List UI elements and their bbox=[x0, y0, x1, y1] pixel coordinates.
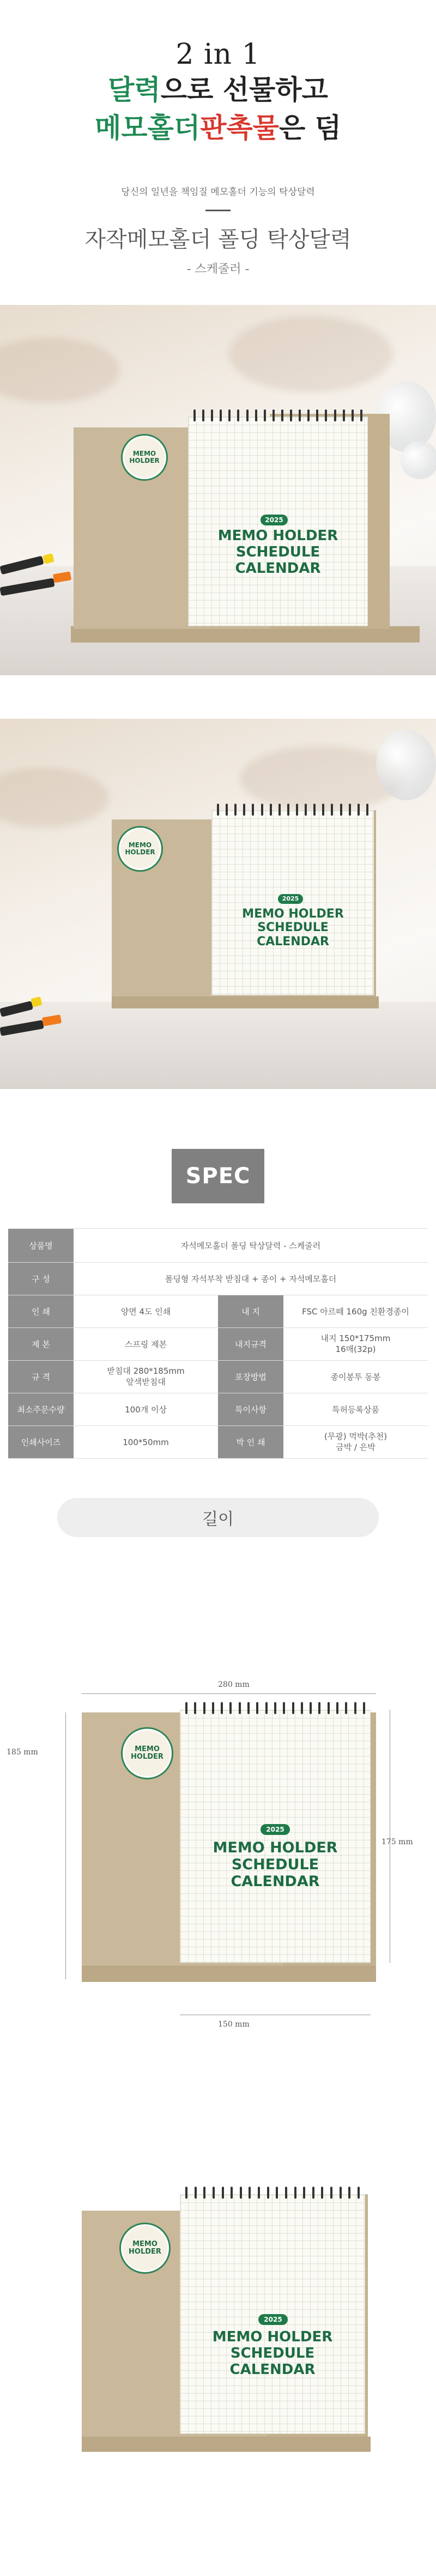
width-label: 280 mm bbox=[218, 1680, 250, 1689]
memo-holder-badge: MEMO HOLDER bbox=[123, 436, 166, 479]
spiral-binding bbox=[185, 2187, 360, 2199]
spec-label: 인 쇄 bbox=[8, 1295, 74, 1328]
spec-value: 100개 이상 bbox=[74, 1393, 218, 1426]
spec-section bbox=[0, 1089, 436, 1644]
memo-holder-badge: MEMO HOLDER bbox=[119, 828, 161, 870]
height-dimension-line-left bbox=[65, 1712, 66, 1979]
spec-value: 100*50mm bbox=[74, 1426, 218, 1459]
hero-section bbox=[0, 0, 436, 305]
product-subtitle: - 스케줄러 - bbox=[186, 262, 250, 276]
spiral-binding bbox=[185, 1702, 365, 1714]
spec-label: 내 지 bbox=[218, 1295, 283, 1328]
spec-value: FSC 아르떼 160g 친환경종이 bbox=[283, 1295, 428, 1328]
hero-line-2-rest: 으로 선물하고 bbox=[160, 74, 328, 106]
year-label: 2025 bbox=[261, 1824, 290, 1835]
memo-holder-badge: MEMO HOLDER bbox=[121, 2224, 169, 2272]
year-label: 2025 bbox=[258, 2314, 288, 2325]
hero-description: 당신의 일년을 책임질 메모홀더 기능의 탁상달력 bbox=[121, 187, 315, 198]
table-row bbox=[8, 1426, 428, 1459]
table-row bbox=[8, 1328, 428, 1361]
calendar-page bbox=[180, 1710, 371, 1963]
spec-label: 내지규격 bbox=[218, 1328, 283, 1361]
hero-line-1: 2 in 1 bbox=[175, 38, 261, 71]
hero-highlight-calendar: 달력 bbox=[108, 74, 161, 106]
hero-line-3-rest: 은 덤 bbox=[279, 112, 342, 144]
spec-value: 특허등록상품 bbox=[283, 1393, 428, 1426]
spec-label: 특이사항 bbox=[218, 1393, 283, 1426]
product-photo-2 bbox=[0, 719, 436, 1089]
spec-value: 받침대 280*185mm 앞색받침대 bbox=[74, 1361, 218, 1393]
spec-value: 폴딩형 자석부착 받침대 + 종이 + 자석메모홀더 bbox=[74, 1263, 428, 1295]
spec-label: 포장방법 bbox=[218, 1361, 283, 1393]
calendar-cover-title: MEMO HOLDER SCHEDULE CALENDAR bbox=[217, 528, 338, 577]
height-left-label: 185 mm bbox=[7, 1748, 38, 1757]
spec-label: 제 본 bbox=[8, 1328, 74, 1361]
spec-value: 내지 150*175mm 16매(32p) bbox=[283, 1328, 428, 1361]
table-row bbox=[8, 1361, 428, 1393]
spiral-binding bbox=[193, 409, 362, 421]
spec-label: 구 성 bbox=[8, 1263, 74, 1295]
width-dimension-line bbox=[82, 1693, 376, 1694]
table-row bbox=[8, 1295, 428, 1328]
table-row bbox=[8, 1263, 428, 1295]
year-label: 2025 bbox=[278, 894, 303, 904]
spec-label: 최소주문수량 bbox=[8, 1393, 74, 1426]
calendar-cover-title: MEMO HOLDER SCHEDULE CALENDAR bbox=[242, 907, 344, 949]
product-photo-1 bbox=[0, 305, 436, 675]
table-row bbox=[8, 1229, 428, 1263]
spec-label: 상품명 bbox=[8, 1229, 74, 1263]
spec-value: 양면 4도 인쇄 bbox=[74, 1295, 218, 1328]
spec-label: 인쇄사이즈 bbox=[8, 1426, 74, 1459]
hero-highlight-memoholder: 메모홀더 bbox=[94, 112, 201, 144]
product-photo-3 bbox=[0, 2134, 436, 2472]
spec-heading: SPEC bbox=[172, 1149, 264, 1203]
bottom-label: 150 mm bbox=[218, 2020, 250, 2029]
spec-table bbox=[8, 1228, 428, 1459]
calendar-cover-title: MEMO HOLDER SCHEDULE CALENDAR bbox=[212, 2329, 333, 2378]
product-title: 자작메모홀더 폴딩 탁상달력 bbox=[84, 227, 352, 252]
year-label: 2025 bbox=[261, 515, 288, 525]
hero-highlight-promo: 판촉물 bbox=[200, 112, 280, 144]
table-row bbox=[8, 1393, 428, 1426]
calendar-cover-title: MEMO HOLDER SCHEDULE CALENDAR bbox=[213, 1839, 338, 1890]
spec-value: 스프링 제본 bbox=[74, 1328, 218, 1361]
size-diagram bbox=[0, 1644, 436, 2113]
spec-value: (무광) 먹박(추천) 금박 / 은박 bbox=[283, 1426, 428, 1459]
spiral-binding bbox=[217, 804, 368, 816]
spec-value: 종이봉투 동봉 bbox=[283, 1361, 428, 1393]
hero-divider bbox=[205, 210, 231, 211]
spec-value: 자석메모홀더 폴딩 탁상달력 - 스케줄러 bbox=[74, 1229, 428, 1263]
height-right-label: 175 mm bbox=[382, 1838, 413, 1846]
hero-line-3 bbox=[0, 109, 436, 147]
size-section-label: 길이 bbox=[57, 1498, 379, 1537]
spec-label: 박 인 쇄 bbox=[218, 1426, 283, 1459]
hero-line-2 bbox=[0, 71, 436, 109]
spec-label: 규 격 bbox=[8, 1361, 74, 1393]
memo-holder-badge: MEMO HOLDER bbox=[123, 1729, 172, 1778]
